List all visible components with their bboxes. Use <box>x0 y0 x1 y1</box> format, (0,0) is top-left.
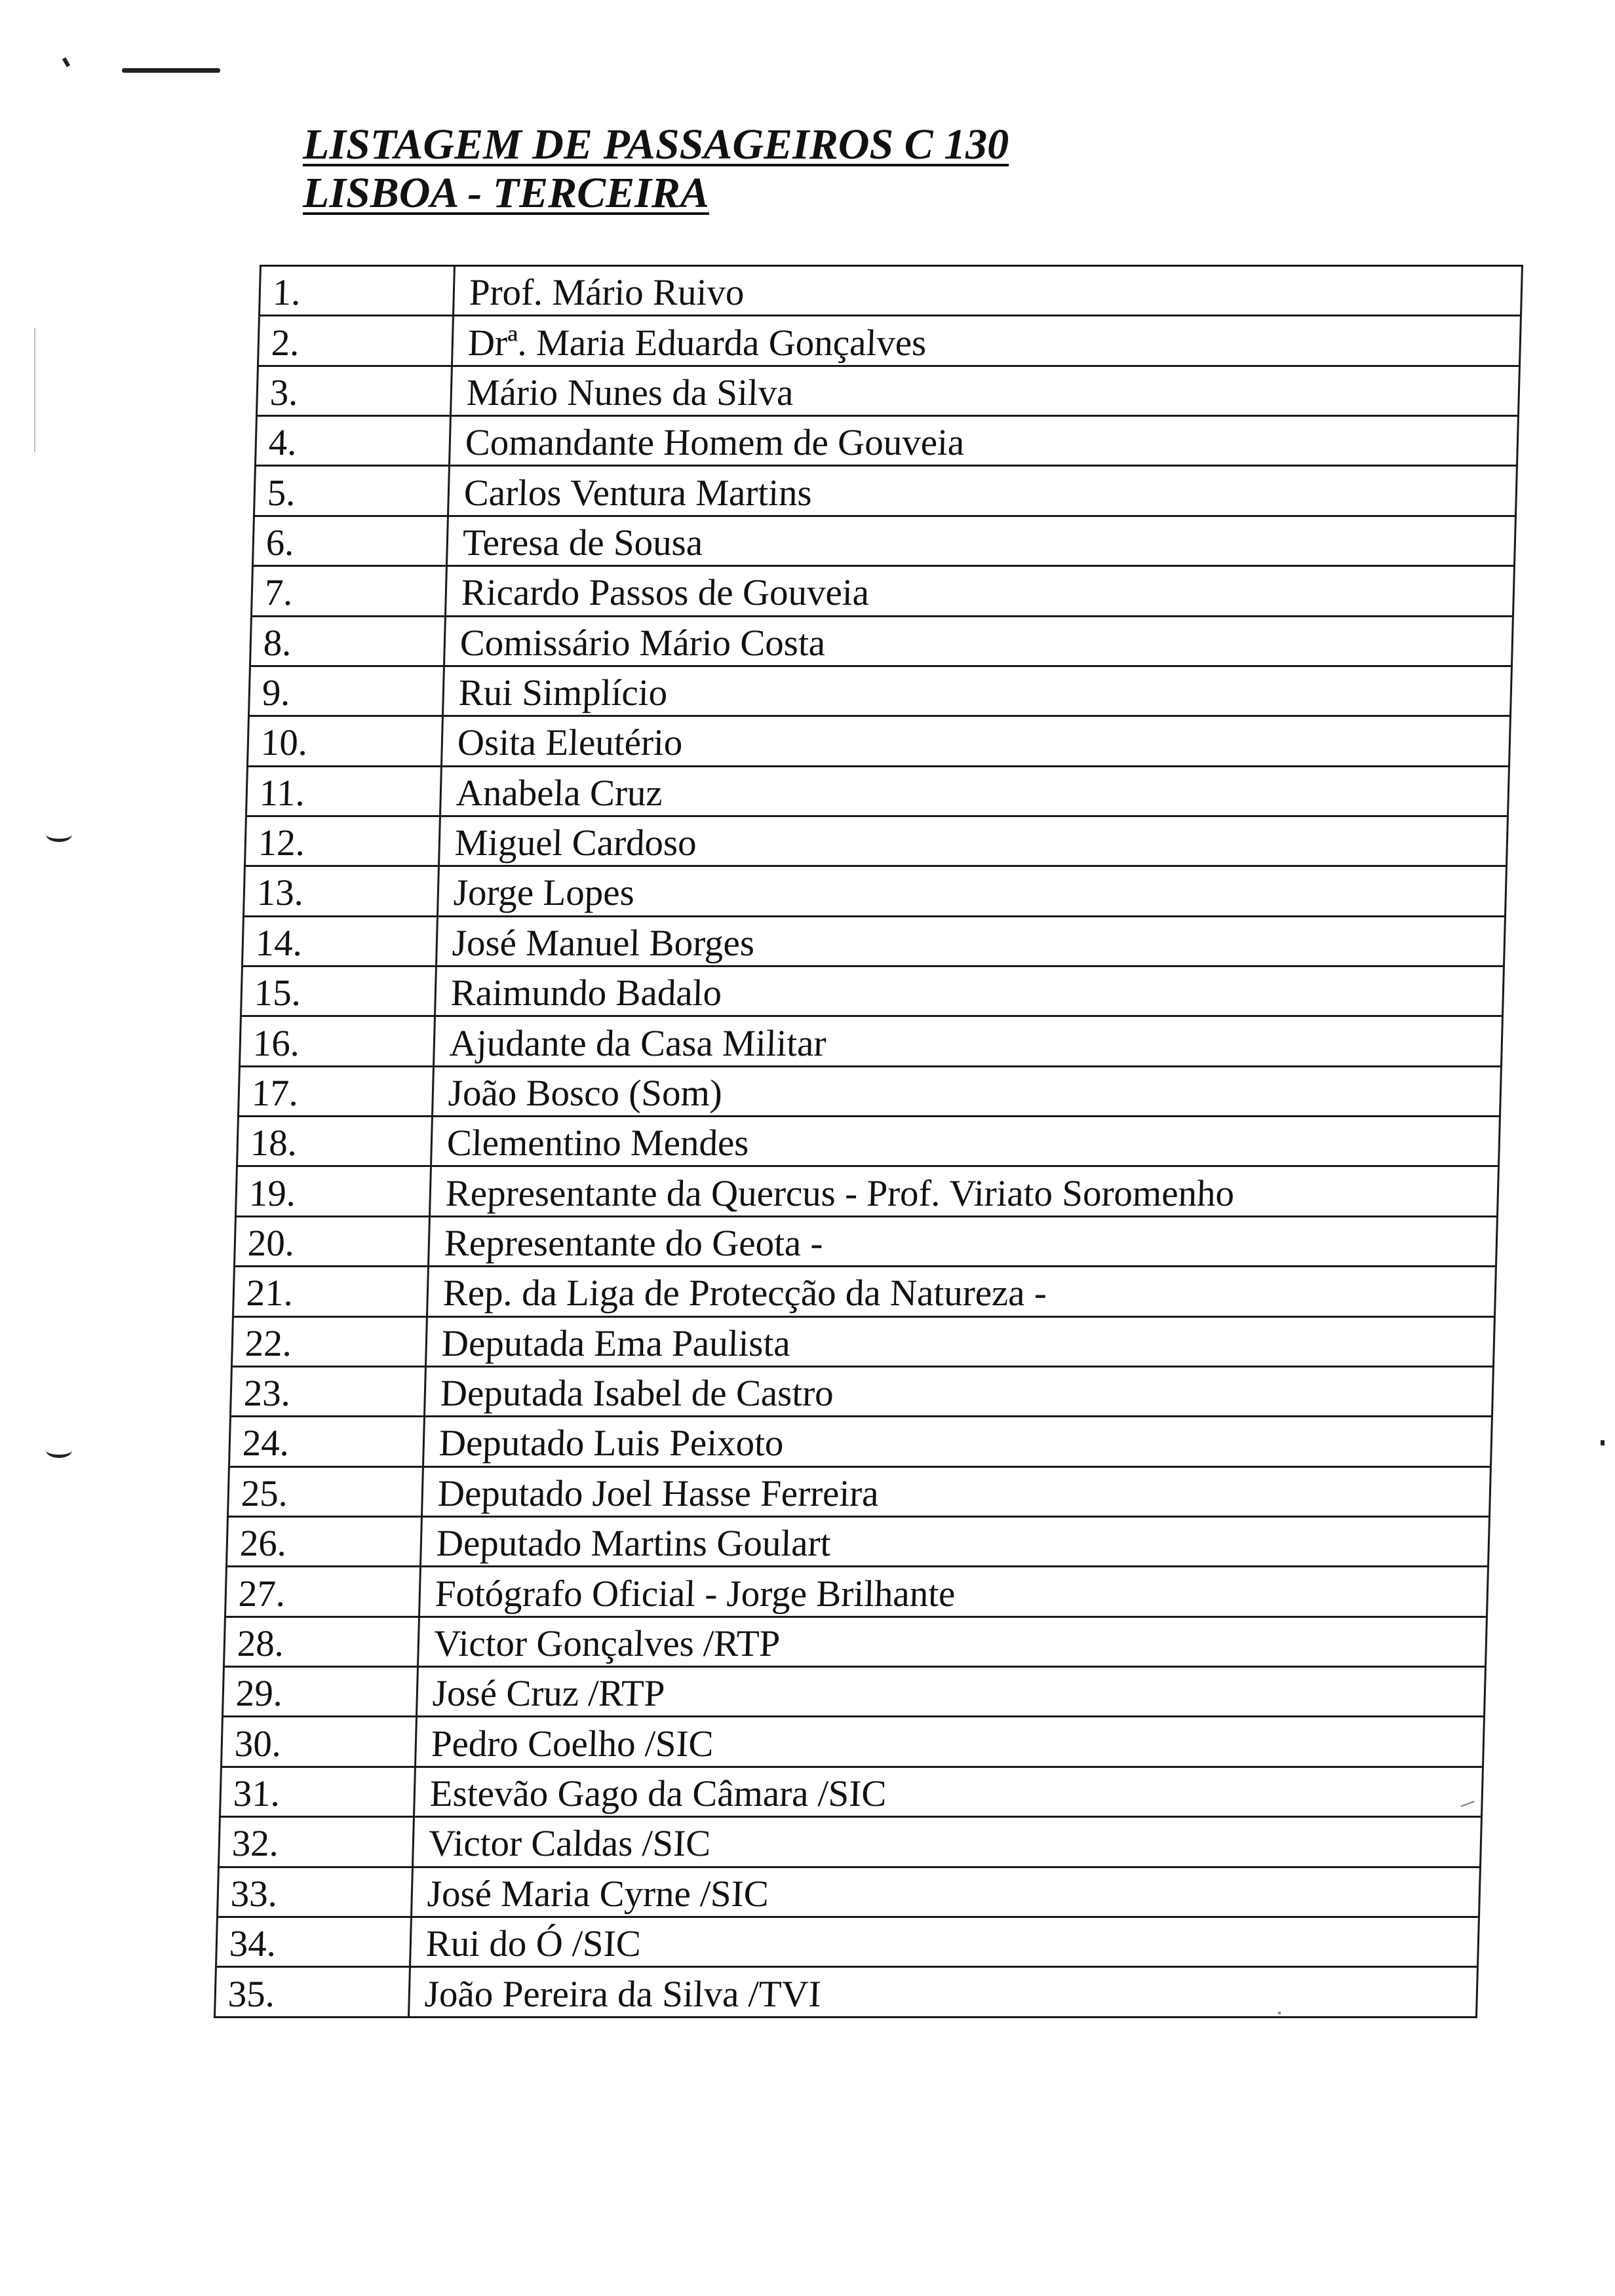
table-row <box>248 666 1511 716</box>
table-row <box>234 1216 1497 1266</box>
passenger-name: Deputado Martins Goulart <box>420 1516 1489 1566</box>
passenger-number: 26. <box>226 1516 421 1566</box>
passenger-number: 30. <box>221 1717 416 1767</box>
scan-mark-vertical-line <box>34 328 35 452</box>
document-subtitle-route: LISBOA - TERCEIRA <box>303 169 709 217</box>
table-row <box>231 1316 1494 1366</box>
passenger-name: Comissário Mário Costa <box>444 616 1513 666</box>
passenger-number: 20. <box>234 1216 429 1266</box>
passenger-name: Carlos Ventura Martins <box>448 466 1517 516</box>
table-row <box>251 566 1514 616</box>
passenger-number: 7. <box>251 566 446 616</box>
passenger-name: Representante da Quercus - Prof. Viriato Soromenho <box>429 1166 1498 1216</box>
passenger-name: Raimundo Badalo <box>435 966 1504 1016</box>
passenger-name: José Maria Cyrne /SIC <box>411 1867 1480 1917</box>
passenger-name: Comandante Homem de Gouveia <box>449 416 1518 466</box>
passenger-name: José Manuel Borges <box>436 916 1505 966</box>
table-row <box>255 416 1518 466</box>
passenger-number: 12. <box>244 816 440 866</box>
passenger-number: 34. <box>216 1917 411 1966</box>
passenger-number: 14. <box>242 916 437 966</box>
passenger-number: 9. <box>248 666 444 716</box>
scan-mark-dash <box>122 68 220 73</box>
passenger-number: 1. <box>259 266 454 316</box>
table-row <box>244 816 1508 866</box>
passenger-name: Anabela Cruz <box>440 766 1509 816</box>
passenger-name: Ricardo Passos de Gouveia <box>445 566 1514 616</box>
table-row <box>259 266 1522 316</box>
passenger-number: 13. <box>243 866 438 916</box>
passenger-number: 22. <box>231 1316 427 1366</box>
passenger-number: 11. <box>246 766 441 816</box>
passenger-name: Osita Eleutério <box>441 716 1510 766</box>
table-row <box>235 1166 1498 1216</box>
table-row <box>220 1767 1483 1816</box>
passenger-number: 4. <box>255 416 450 466</box>
table-row <box>250 616 1513 666</box>
document-title: LISTAGEM DE PASSAGEIROS C 130 <box>303 121 1009 168</box>
passenger-name: Mário Nunes da Silva <box>450 366 1519 415</box>
table-row <box>221 1717 1484 1767</box>
passenger-number: 33. <box>217 1867 412 1917</box>
passenger-name: Ajudante da Casa Militar <box>433 1016 1502 1066</box>
passenger-name: Deputada Ema Paulista <box>425 1316 1494 1366</box>
table-row <box>216 1917 1479 1966</box>
passenger-name: José Cruz /RTP <box>416 1667 1485 1717</box>
passenger-number: 23. <box>230 1366 425 1416</box>
table-row <box>226 1516 1489 1566</box>
passenger-name: Pedro Coelho /SIC <box>415 1717 1484 1767</box>
passenger-number: 24. <box>229 1417 424 1466</box>
passenger-name: Victor Gonçalves /RTP <box>418 1617 1487 1666</box>
passenger-number: 16. <box>239 1016 435 1066</box>
passenger-number: 28. <box>224 1617 419 1666</box>
scan-mark-dot <box>1601 1440 1605 1445</box>
passenger-number: 3. <box>256 366 452 415</box>
table-row <box>254 466 1517 516</box>
table-row <box>246 766 1509 816</box>
table-row <box>222 1667 1485 1717</box>
passenger-number: 6. <box>252 516 448 565</box>
table-row <box>227 1466 1490 1516</box>
passenger-number: 29. <box>222 1667 418 1717</box>
passenger-number: 25. <box>227 1466 423 1516</box>
passenger-name: Estevão Gago da Câmara /SIC <box>414 1767 1483 1816</box>
passenger-name: João Pereira da Silva /TVI <box>408 1967 1477 2018</box>
passenger-name: Victor Caldas /SIC <box>412 1817 1481 1867</box>
table-row <box>252 516 1515 565</box>
passenger-number: 35. <box>214 1967 410 2018</box>
table-row <box>256 366 1519 415</box>
passenger-name: Deputado Joel Hasse Ferreira <box>421 1466 1490 1516</box>
passenger-name: Jorge Lopes <box>437 866 1506 916</box>
table-row <box>241 966 1504 1016</box>
table-row <box>218 1817 1481 1867</box>
passenger-number: 19. <box>235 1166 431 1216</box>
passenger-number: 5. <box>254 466 449 516</box>
punch-hole-mark <box>46 827 72 842</box>
passenger-name: Fotógrafo Oficial - Jorge Brilhante <box>419 1567 1488 1617</box>
passenger-name: Rui Simplício <box>442 666 1511 716</box>
passenger-number: 17. <box>238 1066 433 1116</box>
passenger-number: 8. <box>250 616 445 666</box>
passenger-list <box>214 265 1523 2018</box>
table-row <box>229 1417 1492 1466</box>
scan-mark-tick <box>62 57 70 67</box>
passenger-number: 10. <box>247 716 442 766</box>
table-row <box>225 1567 1488 1617</box>
table-row <box>242 916 1505 966</box>
passenger-number: 2. <box>258 316 453 366</box>
passenger-name: Deputado Luis Peixoto <box>423 1417 1492 1466</box>
passenger-number: 27. <box>225 1567 420 1617</box>
passenger-name: Prof. Mário Ruivo <box>453 266 1522 316</box>
table-row <box>214 1967 1477 2018</box>
passenger-number: 18. <box>237 1117 432 1166</box>
table-row <box>247 716 1510 766</box>
passenger-name: Rui do Ó /SIC <box>410 1917 1479 1966</box>
passenger-number: 15. <box>241 966 436 1016</box>
table-row <box>239 1016 1502 1066</box>
passenger-name: Drª. Maria Eduarda Gonçalves <box>452 316 1521 366</box>
table-row <box>233 1267 1496 1316</box>
passenger-number: 21. <box>233 1267 428 1316</box>
passenger-name: Teresa de Sousa <box>446 516 1515 565</box>
table-row <box>238 1066 1501 1116</box>
passenger-number: 32. <box>218 1817 414 1867</box>
passenger-number: 31. <box>220 1767 415 1816</box>
passenger-name: Rep. da Liga de Protecção da Natureza - <box>427 1267 1496 1316</box>
table-row <box>258 316 1521 366</box>
passenger-name: Deputada Isabel de Castro <box>424 1366 1493 1416</box>
table-row <box>217 1867 1480 1917</box>
table-row <box>224 1617 1487 1666</box>
table-row <box>230 1366 1493 1416</box>
passenger-name: Clementino Mendes <box>431 1117 1500 1166</box>
passenger-table <box>214 265 1523 2018</box>
passenger-name: Miguel Cardoso <box>438 816 1508 866</box>
passenger-name: Representante do Geota - <box>428 1216 1497 1266</box>
punch-hole-mark <box>46 1443 72 1458</box>
table-row <box>243 866 1506 916</box>
passenger-name: João Bosco (Som) <box>432 1066 1501 1116</box>
table-row <box>237 1117 1500 1166</box>
